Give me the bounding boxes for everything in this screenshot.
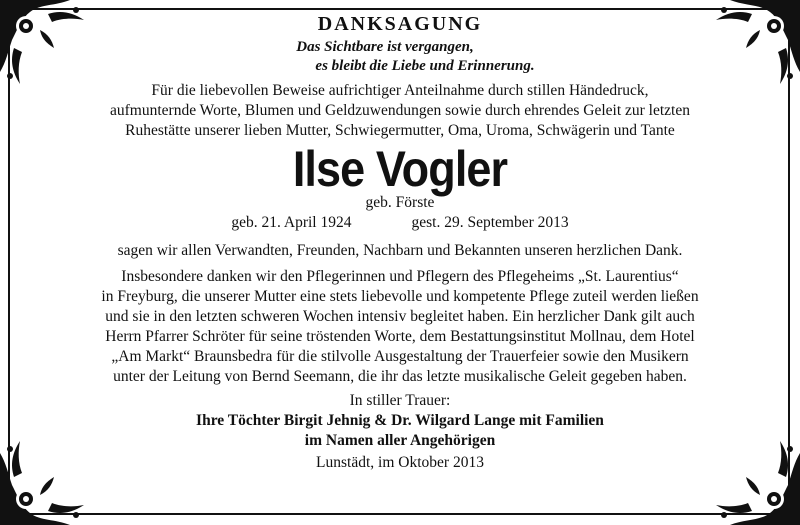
body-line: unter der Leitung von Bernd Seemann, die ihr das letzte musikalische Geleit gegeben haben. xyxy=(113,368,687,385)
intro-line: Ruhestätte unserer lieben Mutter, Schwiegermutter, Oma, Uroma, Schwägerin und Tante xyxy=(125,122,675,139)
notice-heading: DANKSAGUNG xyxy=(317,13,483,35)
in-grief-label: In stiller Trauer: xyxy=(349,392,451,409)
maiden-name: geb. Förste xyxy=(365,194,435,211)
body-text xyxy=(40,267,760,387)
motto-line: Das Sichtbare ist vergangen, xyxy=(296,39,474,55)
family-signature xyxy=(40,411,760,451)
family-line: im Namen aller Angehörigen xyxy=(304,432,496,449)
motto xyxy=(40,38,760,76)
life-dates xyxy=(40,213,760,233)
body-line: Insbesondere danken wir den Pflegerinnen und Pflegern des Pflegeheims „St. Laurentius“ xyxy=(121,268,679,285)
deceased-name: Ilse Vogler xyxy=(292,141,508,197)
body-line: Herrn Pfarrer Schröter für seine tröstenden Worte, dem Bestattungsinstitut Mollnau, dem Hotel xyxy=(105,328,695,345)
body-line: und sie in den letzten schweren Wochen intensiv begleitet haben. Ein herzlicher Dank gilt auch xyxy=(105,308,695,325)
motto-line: es bleibt die Liebe und Erinnerung. xyxy=(315,58,535,74)
place-date: Lunstädt, im Oktober 2013 xyxy=(316,454,484,471)
notice-content xyxy=(40,10,760,473)
intro-line: aufmunternde Worte, Blumen und Geldzuwendungen sowie durch ehrendes Geleit zur letzten xyxy=(110,102,690,119)
intro-text xyxy=(40,81,760,141)
thanks-line: sagen wir allen Verwandten, Freunden, Nachbarn und Bekannten unseren herzlichen Dank. xyxy=(117,242,683,259)
death-date: gest. 29. September 2013 xyxy=(411,214,569,231)
birth-date: geb. 21. April 1924 xyxy=(231,214,352,231)
body-line: in Freyburg, die unserer Mutter eine stets liebevolle und kompetente Pflege zuteil werden ließen xyxy=(101,288,699,305)
family-line: Ihre Töchter Birgit Jehnig & Dr. Wilgard Lange mit Familien xyxy=(196,412,604,429)
intro-line: Für die liebevollen Beweise aufrichtiger Anteilnahme durch stillen Händedruck, xyxy=(151,82,649,99)
body-line: „Am Markt“ Braunsbedra für die stilvolle Ausgestaltung der Trauerfeier sowie den Musikern xyxy=(111,348,689,365)
